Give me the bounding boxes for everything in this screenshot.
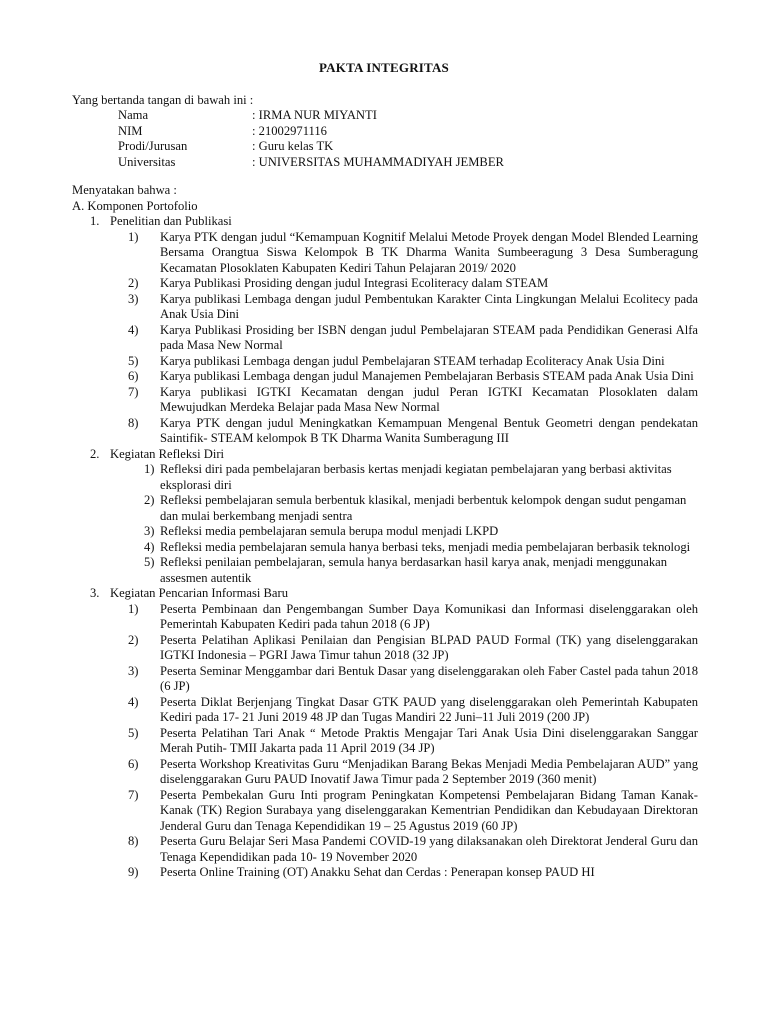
list-item-number: 1): [144, 462, 155, 476]
component-heading: A. Komponen Portofolio: [72, 198, 198, 213]
list-item-text: Refleksi pembelajaran semula berbentuk klasikal, menjadi berbentuk kelompok dengan sudut pengaman dan mulai berkembang menjadi sentra: [160, 493, 687, 523]
identity-value: : 21002971116: [252, 123, 327, 138]
list-item-number: 4): [144, 539, 155, 554]
list-item-number: 6): [128, 369, 139, 383]
statement-section: [72, 183, 698, 881]
list-item-number: 1): [128, 601, 139, 616]
section-heading: [90, 214, 698, 230]
list-item-text: Peserta Pembekalan Guru Inti program Peningkatan Kompetensi Pembelajaran Bidang Taman Kanak- Kanak (TK) Region Surabaya yang diselenggarakan Kementrian Pendidikan dan Kebudayaan Direktoran Jenderal Guru dan Tenaga Kependidikan 19 – 25 Agustus 2019 (60 JP): [160, 787, 698, 833]
list-item: [128, 726, 698, 757]
section-heading: [90, 586, 698, 602]
list-item-number: 5): [128, 725, 139, 740]
list-item-text: Refleksi media pembelajaran semula hanya berbasi teks, menjadi media pembelajaran berbasik teknologi: [160, 539, 691, 554]
section-heading-text: Penelitian dan Publikasi: [110, 214, 232, 228]
list-item-text: Peserta Pembinaan dan Pengembangan Sumber Daya Komunikasi dan Informasi diselenggarakan oleh Pemerintah Kabupaten Kediri pada tahun 2018 (6 JP): [160, 601, 698, 631]
list-item-number: 8): [128, 834, 139, 848]
identity-value: : IRMA NUR MIYANTI: [252, 108, 377, 122]
identity-value: : Guru kelas TK: [252, 139, 334, 153]
list-item-number: 2): [144, 493, 155, 507]
portfolio-sections: [72, 214, 698, 881]
list-item: [128, 292, 698, 323]
statement-text: Menyatakan bahwa :: [72, 183, 177, 197]
list-item: [144, 540, 698, 556]
list-item-number: 5): [128, 353, 139, 368]
list-item: [144, 555, 698, 586]
list-item-number: 3): [128, 663, 139, 678]
intro-text: Yang bertanda tangan di bawah ini :: [72, 93, 254, 107]
identity-row-nim: [118, 124, 504, 140]
list-item-text: Karya Publikasi Prosiding dengan judul Integrasi Ecoliteracy dalam STEAM: [160, 276, 549, 290]
list-item: [128, 230, 698, 277]
list-item-number: 4): [128, 694, 139, 709]
identity-label: Prodi/Jurusan: [118, 139, 188, 153]
portfolio-section: [72, 214, 698, 447]
list-item: [128, 834, 698, 865]
document-title: PAKTA INTEGRITAS: [319, 60, 449, 75]
identity-block: [118, 108, 504, 170]
section-number: 3.: [90, 586, 100, 600]
list-item: [144, 462, 698, 493]
list-item-text: Peserta Pelatihan Aplikasi Penilaian dan Pengisian BLPAD PAUD Formal (TK) yang diselenggarakan IGTKI Indonesia – PGRI Jawa Timur tahun 2018 (32 JP): [160, 632, 698, 662]
section-item-list: [90, 462, 698, 586]
list-item: [128, 865, 698, 881]
section-item-list: [90, 602, 698, 881]
list-item-text: Refleksi media pembelajaran semula berupa modul menjadi LKPD: [160, 524, 499, 538]
identity-row-prodi: [118, 139, 504, 155]
list-item: [128, 633, 698, 664]
identity-label: Nama: [118, 108, 149, 122]
list-item: [144, 524, 698, 540]
identity-row-name: [118, 108, 504, 124]
section-heading-text: Kegiatan Pencarian Informasi Baru: [110, 586, 288, 600]
list-item-number: 2): [128, 632, 139, 647]
list-item-text: Karya publikasi IGTKI Kecamatan dengan judul Peran IGTKI Kecamatan Plosoklaten dalam Mewujudkan Merdeka Belajar pada Masa New Normal: [160, 384, 698, 414]
identity-value: : UNIVERSITAS MUHAMMADIYAH JEMBER: [252, 154, 504, 169]
portfolio-section: [72, 586, 698, 881]
section-number: 1.: [90, 214, 100, 228]
list-item-text: Peserta Workshop Kreativitas Guru “Menjadikan Barang Bekas Menjadi Media Pembelajaran AUD” yang diselenggarakan Guru PAUD Inovatif Jawa Timur pada 2 September 2019 (360 menit): [160, 756, 698, 786]
list-item-text: Peserta Online Training (OT) Anakku Sehat dan Cerdas : Penerapan konsep PAUD HI: [160, 865, 595, 879]
portfolio-section: [72, 447, 698, 587]
list-item: [128, 323, 698, 354]
list-item-number: 4): [128, 322, 139, 337]
list-item-number: 8): [128, 415, 139, 430]
list-item-number: 6): [128, 756, 139, 771]
list-item-text: Refleksi diri pada pembelajaran berbasis kertas menjadi kegiatan pembelajaran yang berbasi aktivitas eksplorasi diri: [160, 462, 672, 492]
identity-label: NIM: [118, 123, 143, 138]
list-item: [144, 493, 698, 524]
list-item-number: 7): [128, 787, 139, 802]
list-item-number: 9): [128, 865, 139, 879]
section-item-list: [90, 230, 698, 447]
list-item-text: Karya PTK dengan judul “Kemampuan Kognitif Melalui Metode Proyek dengan Model Blended Learning Bersama Orangtua Siswa Kelompok B TK Dharma Wanita Sumbeeragung 3 Desa Sumberagung Kecamatan Plosoklaten Kabupaten Kediri Tahun Pelajaran 2019/ 2020: [160, 229, 698, 275]
list-item-text: Peserta Pelatihan Tari Anak “ Metode Praktis Mengajar Tari Anak Usia Dini diselenggarakan Sanggar Merah Putih- TMII Jakarta pada 11 April 2019 (34 JP): [160, 725, 698, 755]
list-item: [128, 416, 698, 447]
list-item-number: 3): [128, 291, 139, 306]
list-item-text: Karya Publikasi Prosiding ber ISBN dengan judul Pembelajaran STEAM pada Pendidikan Generasi Alfa pada Masa New Normal: [160, 322, 698, 352]
list-item-text: Karya PTK dengan judul Meningkatkan Kemampuan Mengenal Bentuk Geometri dengan pendekatan Saintifik- STEAM kelompok B TK Dharma Wanita Sumberagung III: [160, 415, 698, 445]
section-heading-text: Kegiatan Refleksi Diri: [110, 446, 225, 461]
list-item: [128, 385, 698, 416]
list-item-text: Karya publikasi Lembaga dengan judul Manajemen Pembelajaran Berbasis STEAM pada Anak Usia Dini: [160, 369, 694, 383]
list-item-number: 5): [144, 555, 155, 569]
section-number: 2.: [90, 446, 100, 461]
identity-label: Universitas: [118, 154, 176, 169]
list-item-text: Peserta Seminar Menggambar dari Bentuk Dasar yang diselenggarakan oleh Faber Castel pada tahun 2018 (6 JP): [160, 663, 698, 693]
list-item-text: Karya publikasi Lembaga dengan judul Pembelajaran STEAM terhadap Ecoliteracy Anak Usia Dini: [160, 353, 665, 368]
list-item: [128, 664, 698, 695]
list-item: [128, 695, 698, 726]
list-item: [128, 757, 698, 788]
list-item-text: Peserta Guru Belajar Seri Masa Pandemi COVID-19 yang dilaksanakan oleh Direktorat Jenderal Guru dan Tenaga Kependidikan pada 10- 19 November 2020: [160, 834, 698, 864]
list-item: [128, 788, 698, 835]
list-item-number: 3): [144, 524, 155, 538]
list-item: [128, 276, 698, 292]
list-item: [128, 354, 698, 370]
list-item-number: 2): [128, 276, 139, 290]
list-item-number: 1): [128, 229, 139, 244]
list-item-text: Refleksi penilaian pembelajaran, semula hanya berdasarkan hasil karya anak, menjadi menggunakan assesmen autentik: [160, 555, 668, 585]
list-item: [128, 602, 698, 633]
section-heading: [90, 447, 698, 463]
list-item-text: Karya publikasi Lembaga dengan judul Pembentukan Karakter Cinta Lingkungan Melalui Ecolitecy pada Anak Usia Dini: [160, 291, 698, 321]
list-item-number: 7): [128, 384, 139, 399]
list-item: [128, 369, 698, 385]
identity-row-universitas: [118, 155, 504, 171]
list-item-text: Peserta Diklat Berjenjang Tingkat Dasar GTK PAUD yang diselenggarakan oleh Pemerintah Kabupaten Kediri pada 17- 21 Juni 2019 48 JP dan Tugas Mandiri 22 Juni–11 Juli 2019 (200 JP): [160, 694, 698, 724]
